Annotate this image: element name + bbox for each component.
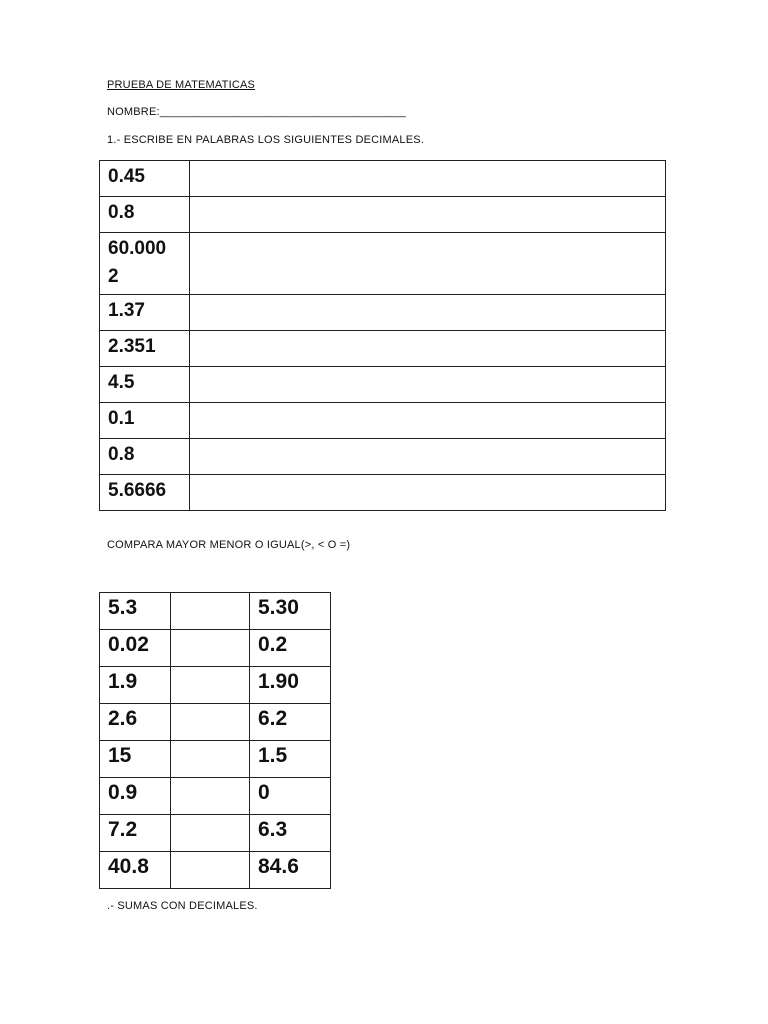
answer-cell xyxy=(189,233,665,295)
table-row xyxy=(100,403,666,439)
answer-cell xyxy=(189,439,665,475)
table-row xyxy=(100,161,666,197)
right-value: 1.90 xyxy=(250,667,331,704)
decimals-words-table xyxy=(99,160,666,511)
right-value: 6.3 xyxy=(250,815,331,852)
table-row xyxy=(100,295,666,331)
comparison-blank xyxy=(171,630,250,667)
table-row xyxy=(100,704,331,741)
decimal-cell xyxy=(100,233,190,295)
name-field-line: NOMBRE:_______________________________________ xyxy=(107,106,407,118)
comparison-blank xyxy=(171,704,250,741)
page-title: PRUEBA DE MATEMATICAS xyxy=(107,79,256,91)
table-row xyxy=(100,475,666,511)
left-value: 0.9 xyxy=(100,778,171,815)
left-value: 7.2 xyxy=(100,815,171,852)
decimal-cell: 0.1 xyxy=(100,403,190,439)
right-value: 5.30 xyxy=(250,593,331,630)
answer-cell xyxy=(189,475,665,511)
left-value: 1.9 xyxy=(100,667,171,704)
table-row xyxy=(100,233,666,295)
right-value: 0.2 xyxy=(250,630,331,667)
table-row xyxy=(100,331,666,367)
comparison-blank xyxy=(171,741,250,778)
section3-instruction: .- SUMAS CON DECIMALES. xyxy=(107,900,258,912)
right-value: 1.5 xyxy=(250,741,331,778)
left-value: 15 xyxy=(100,741,171,778)
comparison-blank xyxy=(171,815,250,852)
compare-table xyxy=(99,592,331,889)
table-row xyxy=(100,630,331,667)
comparison-blank xyxy=(171,593,250,630)
decimal-cell-line2: 2 xyxy=(108,266,119,287)
comparison-blank xyxy=(171,852,250,889)
decimal-cell-line1: 60.000 xyxy=(108,238,167,259)
answer-cell xyxy=(189,161,665,197)
table-row xyxy=(100,593,331,630)
table-row xyxy=(100,439,666,475)
answer-cell xyxy=(189,295,665,331)
left-value: 5.3 xyxy=(100,593,171,630)
decimal-cell: 0.8 xyxy=(100,439,190,475)
table-row xyxy=(100,197,666,233)
decimal-cell: 5.6666 xyxy=(100,475,190,511)
decimal-cell: 4.5 xyxy=(100,367,190,403)
section1-instruction: 1.- ESCRIBE EN PALABRAS LOS SIGUIENTES DECIMALES. xyxy=(107,134,425,146)
answer-cell xyxy=(189,197,665,233)
table-row xyxy=(100,367,666,403)
left-value: 0.02 xyxy=(100,630,171,667)
left-value: 2.6 xyxy=(100,704,171,741)
decimal-cell: 1.37 xyxy=(100,295,190,331)
section2-instruction: COMPARA MAYOR MENOR O IGUAL(>, < O =) xyxy=(107,539,351,551)
right-value: 84.6 xyxy=(250,852,331,889)
table-row xyxy=(100,778,331,815)
right-value: 6.2 xyxy=(250,704,331,741)
answer-cell xyxy=(189,403,665,439)
decimal-cell: 0.8 xyxy=(100,197,190,233)
table-row xyxy=(100,852,331,889)
left-value: 40.8 xyxy=(100,852,171,889)
table-row xyxy=(100,815,331,852)
decimal-cell: 2.351 xyxy=(100,331,190,367)
right-value: 0 xyxy=(250,778,331,815)
table-row xyxy=(100,741,331,778)
answer-cell xyxy=(189,367,665,403)
decimal-cell: 0.45 xyxy=(100,161,190,197)
comparison-blank xyxy=(171,778,250,815)
table-row xyxy=(100,667,331,704)
comparison-blank xyxy=(171,667,250,704)
answer-cell xyxy=(189,331,665,367)
